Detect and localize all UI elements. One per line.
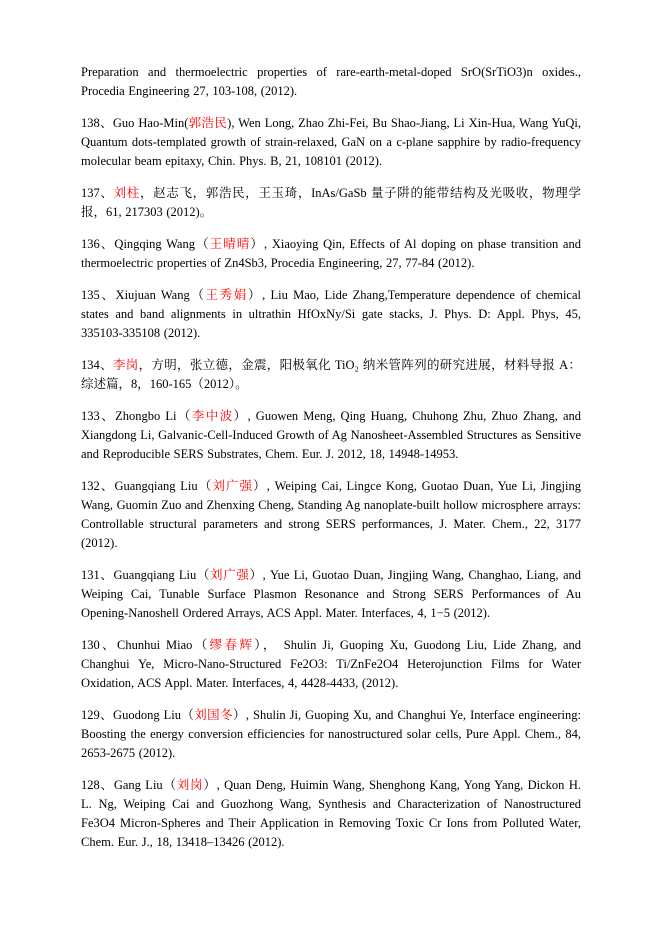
entry-text-segment: ）, Liu Mao, Lide Zhang,Temperature dependence of chemical states and band alignments in ultrathin HfOxNy/Si gate stacks, J. Phys. D: Appl. Phys, 45, 335103-335108 (2012). [81, 288, 581, 340]
entry-text-segment: 128、Gang Liu（ [81, 778, 177, 792]
entry-text-segment: ，方明，张立德，金震，阳极氧化 TiO₂ 纳米管阵列的研究进展，材料导报 A：综述篇，8，160-165（2012）。 [81, 358, 581, 391]
reference-list [81, 63, 581, 852]
entry-text-segment: 132、Guangqiang Liu（ [81, 479, 213, 493]
entry-text-segment: ）, Shulin Ji, Guoping Xu, and Changhui Ye, Interface engineering: Boosting the energy conversion efficiencies for nanostructured solar cells, Pure Appl. Chem., 84, 2653-2675 (2012). [81, 708, 581, 760]
entry-text-segment: ）, Xiaoying Qin, Effects of Al doping on phase transition and thermoelectric properties of Zn4Sb3, Procedia Engineering, 27, 77-84 (2012). [81, 237, 581, 270]
entry-text-segment: ）， Shulin Ji, Guoping Xu, Guodong Liu, Lide Zhang, and Changhui Ye, Micro-Nano-Structured Fe2O3: Ti/ZnFe2O4 Heterojunction Films for Water Oxidation, ACS Appl. Mater. Interfaces, 4, 4428-4433, (2012). [81, 638, 581, 690]
entry-text-segment: 131、Guangqiang Liu（ [81, 568, 211, 582]
entry-text-segment: 130、Chunhui Miao（ [81, 638, 210, 652]
entry-text-segment: ), Wen Long, Zhao Zhi-Fei, Bu Shao-Jiang, Li Xin-Hua, Wang YuQi, Quantum dots-templated growth of strain-relaxed, GaN on a c-plane sapphire by radio-frequency molecular beam epitaxy, Chin. Phys. B, 21, 108101 (2012). [81, 116, 581, 168]
author-name-highlight: 刘广强 [212, 479, 254, 493]
reference-entry [81, 706, 581, 763]
reference-entry [81, 636, 581, 693]
author-name-highlight: 李中波 [191, 409, 234, 423]
entry-text-segment: Preparation and thermoelectric properties of rare-earth-metal-doped SrO(SrTiO3)n oxides., Procedia Engineering 27, 103-108, (2012). [81, 65, 581, 98]
entry-text-segment: ）, Yue Li, Guotao Duan, Jingjing Wang, Changhao, Liang, and Weiping Cai, Tunable Surface Plasmon Resonance and Strong SERS Performances of Au Opening-Nanoshell Ordered Arrays, ACS Appl. Mater. Interfaces, 4, 1−5 (2012). [81, 568, 581, 620]
author-name-highlight: 李岗 [112, 358, 139, 372]
entry-text-segment: 133、Zhongbo Li（ [81, 409, 192, 423]
entry-text-segment: 138、Guo Hao-Min( [81, 116, 189, 130]
reference-entry [81, 356, 581, 394]
author-name-highlight: 缪春辉 [209, 638, 255, 652]
entry-text-segment: ，赵志飞，郭浩民，王玉琦，InAs/GaSb 量子阱的能带结构及光吸收，物理学报，61, 217303 (2012)。 [81, 186, 581, 219]
author-name-highlight: 刘国冬 [194, 708, 233, 722]
reference-entry [81, 566, 581, 623]
entry-text-segment: 137、 [81, 186, 114, 200]
entry-text-segment: 136、Qingqing Wang（ [81, 237, 210, 251]
reference-entry [81, 477, 581, 553]
entry-text-segment: 134、 [81, 358, 113, 372]
entry-text-segment: ）, Weiping Cai, Lingce Kong, Guotao Duan, Yue Li, Jingjing Wang, Guomin Zuo and Zhenxing Cheng, Standing Ag nanoplate-built hollow microsphere arrays: Controllable structural parameters and strong SERS performances, J. Mater. Chem., 22, 3177 (2012). [81, 479, 581, 550]
reference-entry [81, 235, 581, 273]
author-name-highlight: 刘岗 [176, 778, 204, 792]
author-name-highlight: 刘广强 [210, 568, 250, 582]
author-name-highlight: 王晴晴 [209, 237, 251, 251]
entry-text-segment: ）, Guowen Meng, Qing Huang, Chuhong Zhu, Zhuo Zhang, and Xiangdong Li, Galvanic-Cell-Induced Growth of Ag Nanosheet-Assembled Structures as Sensitive and Reproducible SERS Substrates, Chem. Eur. J. 2012, 18, 14948-14953. [81, 409, 581, 461]
reference-entry [81, 776, 581, 852]
author-name-highlight: 王秀娟 [205, 288, 248, 302]
reference-entry [81, 286, 581, 343]
entry-text-segment: ）, Quan Deng, Huimin Wang, Shenghong Kang, Yong Yang, Dickon H. L. Ng, Weiping Cai and Guozhong Wang, Synthesis and Characterization of Nanostructured Fe3O4 Micron-Spheres and Their Application in Removing Toxic Cr Ions from Polluted Water, Chem. Eur. J., 18, 13418–13426 (2012). [81, 778, 581, 849]
author-name-highlight: 郭浩民 [188, 116, 228, 130]
reference-entry [81, 184, 581, 222]
entry-text-segment: 135、Xiujuan Wang（ [81, 288, 206, 302]
entry-text-segment: 129、Guodong Liu（ [81, 708, 195, 722]
reference-entry [81, 407, 581, 464]
reference-entry [81, 114, 581, 171]
author-name-highlight: 刘柱 [113, 186, 140, 200]
reference-entry [81, 63, 581, 101]
